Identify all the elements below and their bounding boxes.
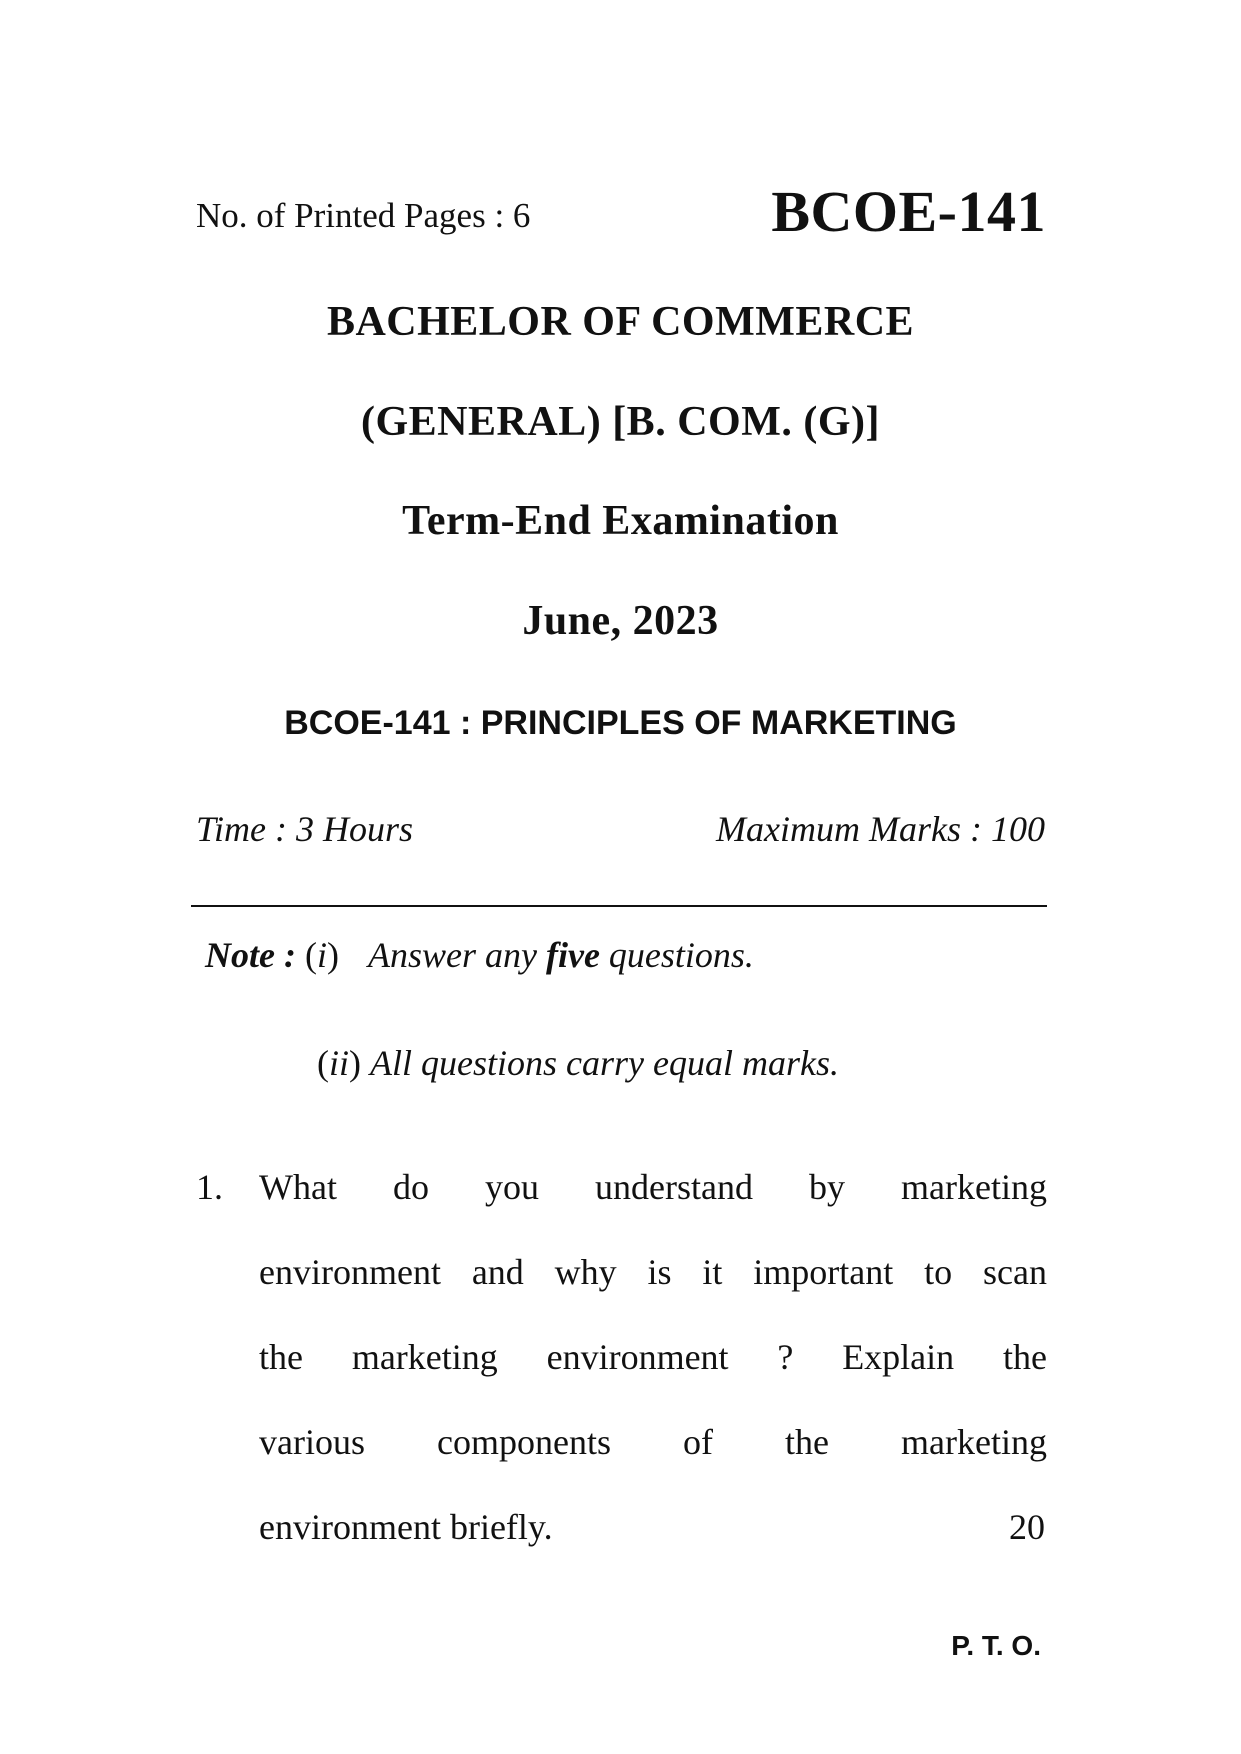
question-word: various	[259, 1422, 365, 1462]
question-word: the	[1003, 1337, 1047, 1377]
note-item-1-before: Answer any	[367, 935, 546, 975]
note-item-1-after: questions.	[599, 935, 754, 975]
question-word: and	[471, 1252, 524, 1292]
question-marks: 20	[1009, 1507, 1045, 1547]
note-item-2-roman: ii	[329, 1043, 350, 1083]
programme-subtitle: (GENERAL) [B. COM. (G)]	[361, 399, 880, 445]
divider-rule	[191, 905, 1047, 907]
question-word: of	[683, 1422, 713, 1462]
question-word: by	[809, 1167, 845, 1207]
note-item-1-text	[368, 935, 754, 975]
question-line	[259, 1166, 1047, 1208]
note-item-1	[205, 934, 754, 976]
question-word: important	[753, 1252, 894, 1292]
note-item-1-number: (i)	[304, 935, 339, 975]
question-word: is	[647, 1252, 672, 1292]
question-word: the	[259, 1337, 303, 1377]
question-word: scan	[982, 1252, 1047, 1292]
note-item-2	[317, 1042, 839, 1084]
note-item-2-text: All questions carry equal marks.	[370, 1043, 839, 1083]
note-item-1-emphasis: five	[545, 935, 600, 975]
question-line	[259, 1421, 1047, 1463]
question-word: to	[924, 1252, 953, 1292]
question-word: ?	[777, 1337, 794, 1377]
printed-pages-count: No. of Printed Pages : 6	[196, 196, 531, 235]
question-word: marketing	[351, 1337, 498, 1377]
note-item-2-number: (ii)	[317, 1043, 362, 1083]
question-word: why	[554, 1252, 617, 1292]
exam-type: Term-End Examination	[402, 498, 839, 544]
question-word: understand	[595, 1167, 753, 1207]
question-word: marketing	[901, 1167, 1047, 1207]
please-turn-over: P. T. O.	[951, 1630, 1041, 1661]
question-word: environment	[546, 1337, 729, 1377]
question-line	[259, 1251, 1047, 1293]
question-line	[259, 1336, 1047, 1378]
question-word: it	[702, 1252, 723, 1292]
question-word: Explain	[842, 1337, 955, 1377]
course-title: BCOE-141 : PRINCIPLES OF MARKETING	[284, 704, 957, 742]
question-word: the	[785, 1422, 829, 1462]
question-number: 1.	[196, 1167, 223, 1207]
note-item-1-roman: i	[316, 935, 327, 975]
question-word: marketing	[901, 1422, 1047, 1462]
question-word: What	[259, 1167, 337, 1207]
exam-duration: Time : 3 Hours	[196, 809, 414, 849]
exam-session: June, 2023	[522, 598, 719, 644]
question-word: do	[392, 1167, 429, 1207]
question-word: you	[485, 1167, 539, 1207]
note-label: Note :	[205, 935, 296, 975]
maximum-marks: Maximum Marks : 100	[716, 809, 1045, 849]
course-code: BCOE-141	[771, 179, 1046, 244]
question-word: environment	[259, 1252, 441, 1292]
question-word: components	[437, 1422, 611, 1462]
question-last-line: environment briefly.	[259, 1507, 553, 1547]
programme-title: BACHELOR OF COMMERCE	[326, 299, 915, 345]
